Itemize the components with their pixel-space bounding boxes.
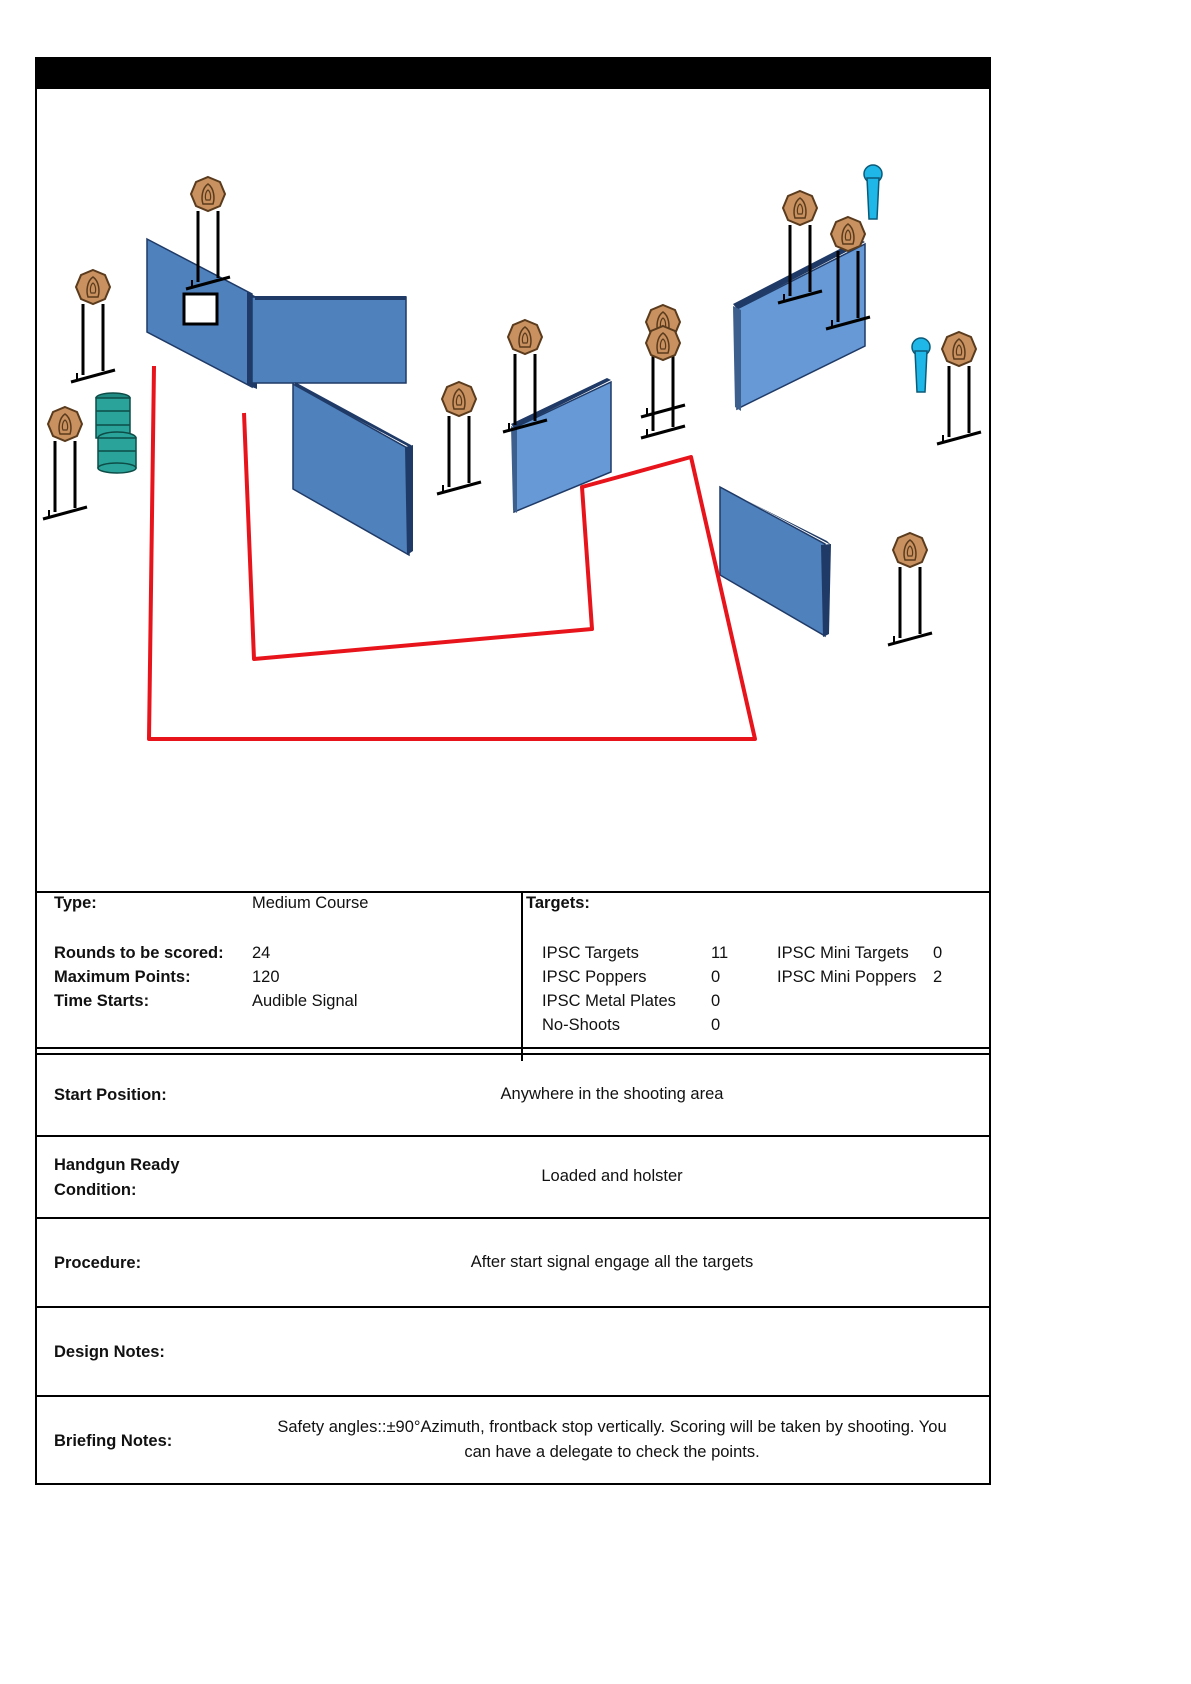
briefing-notes-text-line1: Safety angles::±90°Azimuth, frontback stop vertically. Scoring will be taken by shooting. You <box>277 1418 947 1436</box>
target-count: 0 <box>711 968 721 986</box>
rounds-label: Rounds to be scored: <box>54 944 224 962</box>
ready-condition-label-line2: Condition: <box>54 1181 137 1199</box>
design-notes-row <box>37 1308 989 1397</box>
fault-line-outer <box>149 366 755 739</box>
mini-popper-icon <box>912 338 930 392</box>
type-value: Medium Course <box>252 894 369 912</box>
target-count: 2 <box>933 968 943 986</box>
target-type: IPSC Targets <box>542 944 639 962</box>
design-notes-label: Design Notes: <box>54 1343 165 1361</box>
wall-right-lower <box>720 487 831 637</box>
target-count: 0 <box>711 1016 721 1034</box>
wall-middle <box>511 378 611 513</box>
procedure-text: After start signal engage all the targets <box>470 1253 754 1271</box>
target-count: 11 <box>711 944 729 962</box>
points-label: Maximum Points: <box>54 968 191 986</box>
target-type: IPSC Poppers <box>542 968 647 986</box>
rounds-value: 24 <box>252 944 271 962</box>
ipsc-target-icon <box>888 533 932 645</box>
points-value: 120 <box>252 968 280 986</box>
ipsc-target-icon <box>937 332 981 444</box>
info-bottom-rule <box>37 1047 989 1055</box>
targets-label: Targets: <box>526 894 590 912</box>
mini-popper-icon <box>864 165 882 219</box>
briefing-notes-label: Briefing Notes: <box>54 1432 173 1450</box>
ipsc-target-icon <box>43 407 87 519</box>
procedure-label: Procedure: <box>54 1254 142 1272</box>
target-type: IPSC Metal Plates <box>542 992 676 1010</box>
info-divider <box>521 893 523 1061</box>
start-position-label: Start Position: <box>54 1086 167 1104</box>
procedure-row <box>37 1219 989 1308</box>
target-count: 0 <box>711 992 721 1010</box>
target-type: No-Shoots <box>542 1016 620 1034</box>
target-type: IPSC Mini Targets <box>777 944 909 962</box>
briefing-notes-row <box>37 1397 989 1485</box>
wall-center-front <box>252 297 406 383</box>
start-position-row <box>37 1055 989 1137</box>
briefing-notes-text-line2: can have a delegate to check the points. <box>464 1443 760 1461</box>
target-count: 0 <box>933 944 943 962</box>
time-value: Audible Signal <box>252 992 358 1010</box>
ready-condition-row <box>37 1137 989 1219</box>
stage-info <box>37 891 989 1051</box>
start-position-text: Anywhere in the shooting area <box>500 1085 724 1103</box>
stage-sheet <box>35 57 991 1485</box>
ready-condition-label-line1: Handgun Ready <box>54 1156 180 1174</box>
ready-condition-text: Loaded and holster <box>541 1167 683 1185</box>
wall-lower-angled <box>293 382 413 555</box>
stage-diagram <box>37 89 989 891</box>
header-bar <box>37 59 989 89</box>
ipsc-target-icon <box>437 382 481 494</box>
target-type: IPSC Mini Poppers <box>777 968 917 986</box>
barrel-icon <box>96 393 136 473</box>
time-label: Time Starts: <box>54 992 150 1010</box>
window-port-icon <box>184 294 217 324</box>
type-label: Type: <box>54 894 97 912</box>
ipsc-target-icon <box>71 270 115 382</box>
ipsc-target-icon <box>641 326 685 438</box>
